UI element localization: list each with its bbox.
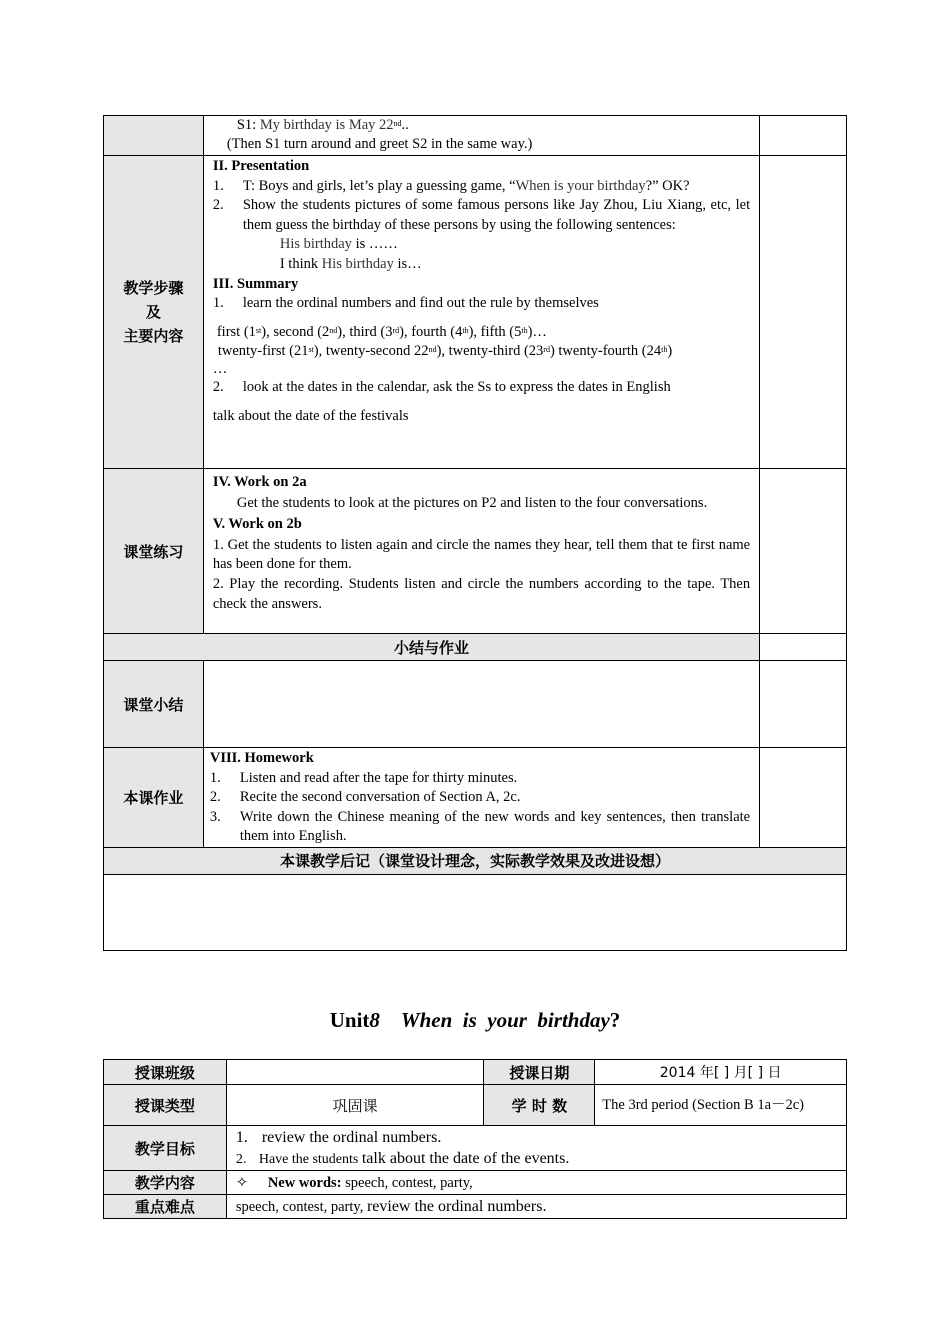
class-summary-content xyxy=(203,661,759,748)
notes-cell xyxy=(760,116,847,156)
class-value xyxy=(226,1060,484,1085)
sentence-2: I think His birthday is… xyxy=(279,255,422,272)
hours-label: 学 时 数 xyxy=(484,1085,595,1126)
summary-homework-header: 小结与作业 xyxy=(104,634,760,661)
hours-value: The 3rd period (Section B 1a－2c) xyxy=(595,1085,847,1126)
type-label: 授课类型 xyxy=(104,1085,227,1126)
work-2b-heading: V. Work on 2b xyxy=(212,516,302,533)
work-2a-heading: IV. Work on 2a xyxy=(212,474,307,490)
reflection-header: 本课教学后记（课堂设计理念，实际教学效果及改进设想） xyxy=(104,847,847,874)
s1-dialogue-cell xyxy=(203,116,759,156)
notes-cell xyxy=(760,661,847,748)
notes-cell xyxy=(760,634,847,661)
class-summary-label: 课堂小结 xyxy=(104,661,204,748)
notes-cell xyxy=(760,469,847,634)
homework-item-3: 3. Write down the Chinese meaning of the new words and key sentences, then translate them into English. xyxy=(209,808,751,845)
lesson-plan-table-continued xyxy=(103,115,847,951)
ordinal-line-1: first (1st), second (2nd), third (3rd), fourth (4th), fifth (5th)… xyxy=(216,323,547,340)
lesson-info-table xyxy=(103,1059,847,1219)
goal-2: 2. Have the students talk about the date of the events. xyxy=(235,1150,570,1167)
diamond-star-icon: ✧ xyxy=(235,1175,248,1191)
work-2a-text: Get the students to look at the pictures on P2 and listen to the four conversations. xyxy=(236,494,708,511)
ordinal-line-3: … xyxy=(212,360,228,377)
practice-content xyxy=(203,469,759,634)
summary-item-2: 2. look at the dates in the calendar, ask the Ss to express the dates in English xyxy=(212,378,671,395)
presentation-item-2: 2. Show the students pictures of some famous persons like Jay Zhou, Liu Xiang, etc, let them guess the birthday of these persons by using the following sentences: xyxy=(212,197,751,233)
date-label: 授课日期 xyxy=(484,1060,595,1085)
goal-1: 1. review the ordinal numbers. xyxy=(235,1129,442,1146)
s1-line: S1: My birthday is May 22nd.. xyxy=(236,117,409,133)
content-value: ✧ New words: speech, contest, party, xyxy=(226,1171,846,1195)
homework-label: 本课作业 xyxy=(104,748,204,848)
work-2b-item-1: 1. Get the students to listen again and circle the names they hear, tell them that te first name has been done for them. xyxy=(212,536,751,573)
notes-cell xyxy=(760,156,847,469)
steps-content xyxy=(203,156,759,469)
ordinal-line-2: twenty-first (21st), twenty-second 22nd), twenty-third (23rd) twenty-fourth (24th) xyxy=(217,343,673,360)
notes-cell xyxy=(760,748,847,848)
goal-label: 教学目标 xyxy=(104,1126,227,1171)
presentation-heading: II. Presentation xyxy=(212,158,310,174)
practice-label: 课堂练习 xyxy=(104,469,204,634)
goal-content xyxy=(226,1126,846,1171)
date-value: 2014 年[ ] 月[ ] 日 xyxy=(595,1060,847,1085)
work-2b-item-2: 2. Play the recording. Students listen and circle the numbers according to the tape. Then check the answers. xyxy=(212,575,751,612)
summary-item-1: 1. learn the ordinal numbers and find out the rule by themselves xyxy=(212,295,599,312)
unit-title: Unit8 When is your birthday? xyxy=(329,1008,621,1032)
summary-heading: III. Summary xyxy=(212,275,299,292)
type-value: 巩固课 xyxy=(226,1085,484,1126)
class-label: 授课班级 xyxy=(104,1060,227,1085)
steps-label: 教学步骤 及 主要内容 xyxy=(104,156,204,469)
reflection-content xyxy=(104,874,847,950)
content-label: 教学内容 xyxy=(104,1171,227,1195)
homework-item-2: 2. Recite the second conversation of Section A, 2c. xyxy=(209,789,521,806)
s1-turn-line: (Then S1 turn around and greet S2 in the same way.) xyxy=(226,136,533,152)
key-label: 重点难点 xyxy=(104,1195,227,1219)
key-value: speech, contest, party, review the ordinal numbers. xyxy=(226,1195,846,1219)
summary-item-3: talk about the date of the festivals xyxy=(212,407,409,424)
empty-label-cell xyxy=(104,116,204,156)
homework-heading: VIII. Homework xyxy=(209,750,314,766)
sentence-1: His birthday is …… xyxy=(279,236,398,253)
homework-item-1: 1. Listen and read after the tape for thirty minutes. xyxy=(209,769,518,786)
presentation-item-1: 1. T: Boys and girls, let’s play a guessing game, “When is your birthday?” OK? xyxy=(212,177,690,194)
homework-content xyxy=(203,748,759,848)
